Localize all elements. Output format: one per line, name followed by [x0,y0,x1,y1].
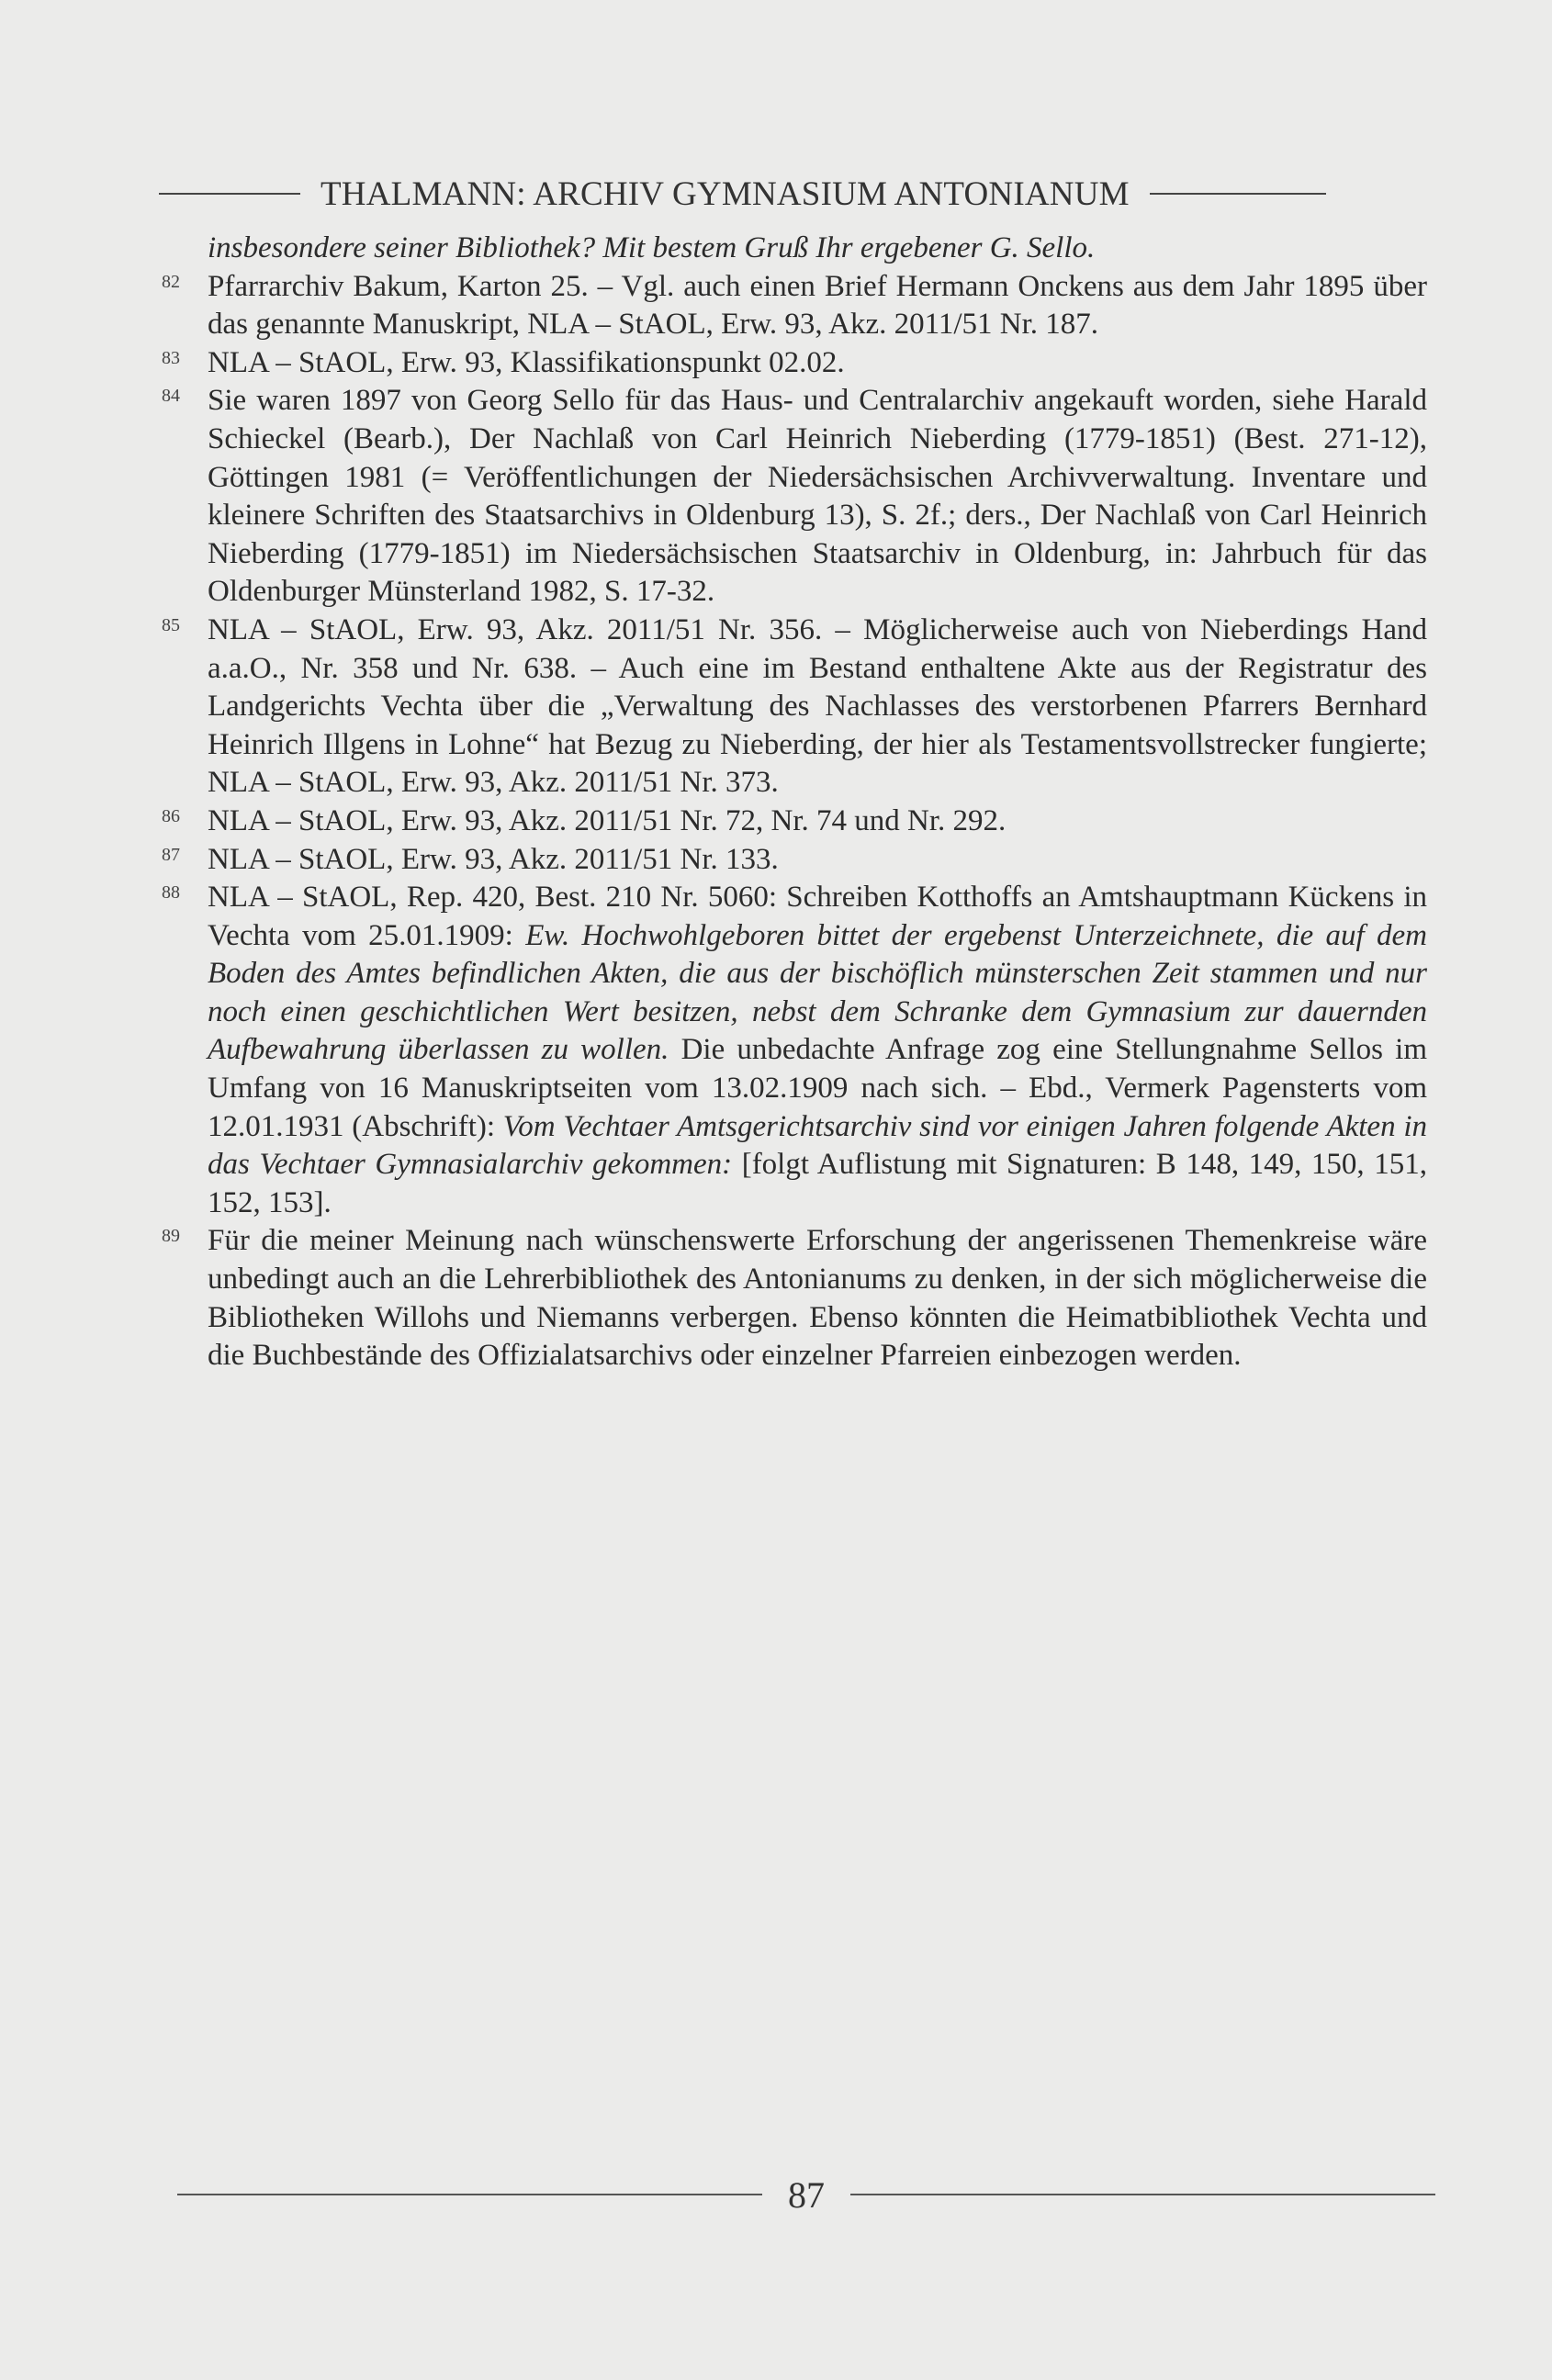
footnote [162,841,1427,880]
footnote-text [208,612,1427,803]
footnote-number: 84 [162,386,180,407]
footnote-number: 86 [162,805,180,826]
footnote [162,879,1427,1222]
footnote-quote: Ew. Hochwohlgeboren bittet der ergebenst Unterzeichnete, die auf dem Boden des Amtes befindlichen Akten, die aus der bischöflich münsterschen Zeit stammen und nur noch einen geschichtlichen Wert besitzen, nebst dem Schranke dem Gymnasium zur dauernden Aufbewahrung überlassen zu wollen. [208,918,1428,1067]
footnote-text [208,879,1427,1222]
footer-rule-right [850,2194,1435,2195]
footnote-segment: NLA – StAOL, Erw. 93, Klassifikationspunkt 02.02. [208,345,845,379]
footnote [162,344,1427,383]
footnote-segment: NLA – StAOL, Erw. 93, Akz. 2011/51 Nr. 356. – Möglicherweise auch von Nieberdings Hand a.a.O., Nr. 358 und Nr. 638. – Auch eine im Bestand enthaltene Akte aus der Registratur des Landgerichts Vechta über die „Verwaltung des Nachlasses des verstorbenen Pfarrers Bernhard Heinrich Illgens in Lohne“ hat Bezug zu Nieberding, der hier als Testamentsvollstrecker fungierte; NLA – StAOL, Erw. 93, Akz. 2011/51 Nr. 373. [208,612,1427,800]
running-head-rule-right [1150,193,1326,195]
footnote [162,268,1427,344]
footnote-segment: NLA – StAOL, Erw. 93, Akz. 2011/51 Nr. 72, Nr. 74 und Nr. 292. [208,803,1007,837]
footnote-text [208,803,1427,841]
footnote-segment: [folgt Auflistung mit Signaturen: B 148, 149, 150, 151, 152, 153]. [208,1148,1427,1219]
footnote-number: 82 [162,271,180,292]
footnote-segment: NLA – StAOL, Rep. 420, Best. 210 Nr. 5060: Schreiben Kotthoffs an Amtshauptmann Kückens in Vechta vom 25.01.1909: [208,881,1427,952]
footnote-number: 88 [162,882,180,904]
running-head-title: THALMANN: ARCHIV GYMNASIUM ANTONIANUM [321,174,1130,213]
footnote [162,382,1427,612]
footnote-segment: Die unbedachte Anfrage zog eine Stellungnahme Sellos im Umfang von 16 Manuskriptseiten vom 13.02.1909 nach sich. – Ebd., Vermerk Pagensterts vom 12.01.1931 (Abschrift): [208,1033,1428,1143]
footnote-text [208,382,1427,612]
footnote-text [208,268,1427,344]
footnote [162,803,1427,841]
footnote-number: 85 [162,614,180,635]
footnote-number: 87 [162,844,180,865]
footnote [162,1222,1427,1375]
footnote-number: 83 [162,347,180,368]
footnote-text [208,841,1427,880]
running-head-rule-left [159,193,300,195]
footnote-segment: Pfarrarchiv Bakum, Karton 25. – Vgl. auch einen Brief Hermann Onckens aus dem Jahr 1895 über das genannte Manuskript, NLA – StAOL, Erw. 93, Akz. 2011/51 Nr. 187. [208,269,1427,342]
running-head [159,173,1424,215]
footnote-continuation: insbesondere seiner Bibliothek? Mit bestem Gruß Ihr ergebener G. Sello. [208,231,1096,264]
footnote-number: 89 [162,1226,180,1247]
footnote-quote: Vom Vechtaer Amtsgerichtsarchiv sind vor einigen Jahren folgende Akten in das Vechtaer Gymnasialarchiv gekommen: [208,1109,1427,1182]
footnote-segment: Für die meiner Meinung nach wünschenswerte Erforschung der angerissenen Themenkreise wäre unbedingt auch an die Lehrerbibliothek des Antonianums zu denken, in der sich möglicherweise die Bibliotheken Willohs und Niemanns verbergen. Ebenso könnten die Heimatbibliothek Vechta und die Buchbestände des Offizialatsarchivs oder einzelner Pfarreien einbezogen werden. [208,1224,1427,1373]
footnote-text [208,344,1427,383]
page-number: 87 [788,2173,825,2216]
page-footer [177,2169,1435,2220]
footnote-segment: Sie waren 1897 von Georg Sello für das Haus- und Centralarchiv angekauft worden, siehe Harald Schieckel (Bearb.), Der Nachlaß von Carl Heinrich Nieberding (1779-1851) (Best. 271-12), Göttingen 1981 (= Veröffentlichungen der Niedersächsischen Archivverwaltung. Inventare und kleinere Schriften des Staatsarchivs in Oldenburg 13), S. 2f.; ders., Der Nachlaß von Carl Heinrich Nieberding (1779-1851) im Niedersächsischen Staatsarchiv in Oldenburg, in: Jahrbuch für das Oldenburger Münsterland 1982, S. 17-32. [208,384,1427,609]
footnote [162,612,1427,803]
footnotes-block [162,230,1427,1375]
footer-rule-left [177,2194,762,2195]
footnote-segment: NLA – StAOL, Erw. 93, Akz. 2011/51 Nr. 133. [208,842,779,876]
footnote-text [208,1222,1427,1375]
